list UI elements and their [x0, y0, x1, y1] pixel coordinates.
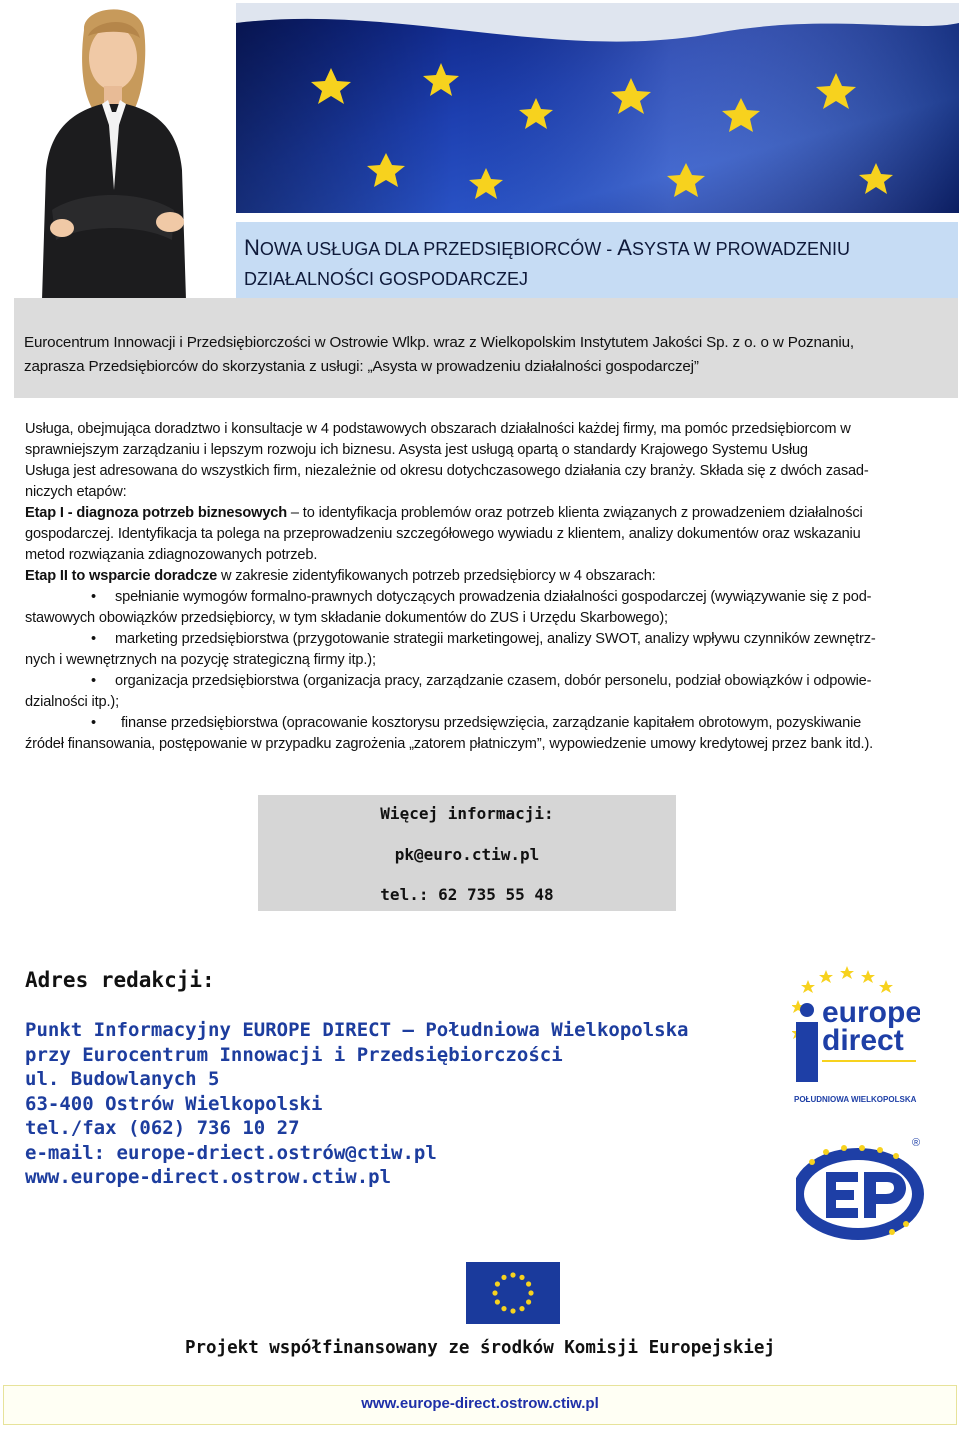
- bullet-item: [25, 713, 919, 734]
- address-block: [25, 1018, 688, 1190]
- address-heading: Adres redakcji:: [25, 968, 215, 992]
- bullet-icon: •: [91, 589, 96, 605]
- etap1-text: – to identyfikacja problemów oraz potrzeb klienta związanych z prowadzeniem działalności: [287, 505, 863, 521]
- intro-band: [14, 298, 958, 398]
- eu-flag-icon: [466, 1262, 560, 1324]
- more-info-heading: Więcej informacji:: [380, 804, 554, 823]
- bullet-icon: •: [91, 715, 96, 731]
- europe-direct-word2: direct: [822, 1024, 904, 1057]
- bullet-item: [25, 671, 919, 692]
- bullet-item: [25, 587, 919, 608]
- footer-bar: [3, 1385, 957, 1425]
- body-line: metod rozwiązania zdiagnozowanych potrzeb.: [25, 547, 318, 563]
- title-initial-a: A: [617, 235, 632, 260]
- europe-direct-logo: [792, 966, 920, 1106]
- bullet-icon: •: [91, 631, 96, 647]
- contact-phone: tel.: 62 735 55 48: [380, 885, 554, 904]
- cofinancing-note: Projekt współfinansowany ze środków Komisji Europejskiej: [184, 1338, 775, 1358]
- ep-logo: [796, 1134, 926, 1242]
- body-line: Usługa jest adresowana do wszystkich firm, niezależnie od okresu dotychczasowego działania czy branży. Składa się z dwóch zasad-: [25, 463, 869, 479]
- bullet-text: marketing przedsiębiorstwa (przygotowanie strategii marketingowej, analizy SWOT, analizy wpływu czynników zewnętrz-: [115, 631, 876, 647]
- ep-emblem-icon: [796, 1134, 926, 1242]
- europe-direct-word1: europe: [822, 996, 920, 1029]
- address-website-link[interactable]: www.europe-direct.ostrow.ctiw.pl: [25, 1166, 392, 1188]
- more-info-box: [258, 795, 676, 911]
- body-line: sprawniejszym zarządzaniu i lepszym rozwoju ich biznesu. Asysta jest usługą opartą o standardy Krajowego Systemu Usług: [25, 442, 808, 458]
- address-line: Punkt Informacyjny EUROPE DIRECT – Południowa Wielkopolska: [25, 1019, 689, 1041]
- body-line: źródeł finansowania, postępowanie w przypadku zagrożenia „zatorem płatniczym”, wypowiedzenie umowy kredytowej przez bank itd.).: [25, 736, 874, 752]
- europe-direct-emblem-icon: [792, 966, 920, 1106]
- bullet-text: spełnianie wymogów formalno-prawnych dotyczących prowadzenia działalności gospodarczej (wywiązywanie się z pod-: [115, 589, 872, 605]
- eu-flag-logo: [466, 1262, 560, 1324]
- footer-website-link[interactable]: www.europe-direct.ostrow.ctiw.pl: [361, 1395, 599, 1412]
- intro-line-2: zaprasza Przedsiębiorców do skorzystania z usługi: „Asysta w prowadzeniu działalności gospodarczej”: [24, 358, 699, 375]
- europe-direct-region: POŁUDNIOWA WIELKOPOLSKA: [794, 1095, 917, 1104]
- businesswoman-photo: [22, 0, 202, 300]
- etap1-line: [25, 503, 919, 524]
- ep-registered-mark: ®: [912, 1137, 921, 1149]
- title-line1-end: SYSTA W PROWADZENIU: [631, 239, 850, 259]
- body-line: nych i wewnętrznych na pozycję strategiczną firmy itp.);: [25, 652, 376, 668]
- address-line: 63-400 Ostrów Wielkopolski: [25, 1092, 323, 1115]
- service-description: [25, 419, 919, 755]
- bullet-item: [25, 629, 919, 650]
- intro-line-1: Eurocentrum Innowacji i Przedsiębiorczości w Ostrowie Wlkp. wraz z Wielkopolskim Instytutem Jakości Sp. z o. o w Poznaniu,: [24, 334, 854, 351]
- body-line: stawowych obowiązków przedsiębiorcy, w tym składanie dokumentów do ZUS i Urzędu Skarbowego);: [25, 610, 668, 626]
- address-line: tel./fax (062) 736 10 27: [25, 1117, 300, 1139]
- bullet-text: organizacja przedsiębiorstwa (organizacja pracy, zarządzanie czasem, dobór personelu, podział obowiązków i odpowie-: [115, 673, 872, 689]
- bullet-icon: •: [91, 673, 96, 689]
- body-line: gospodarczej. Identyfikacja ta polega na przeprowadzeniu szczegółowego wywiadu z klientem, analizy dokumentów oraz wskazaniu: [25, 526, 861, 542]
- contact-email-link[interactable]: pk@euro.ctiw.pl: [394, 845, 540, 864]
- title-initial-n: N: [244, 235, 260, 260]
- address-email-link[interactable]: e-mail: europe-driect.ostrów@ctiw.pl: [25, 1141, 437, 1164]
- body-line: Usługa, obejmująca doradztwo i konsultacje w 4 podstawowych obszarach działalności każdej firmy, ma pomóc przedsiębiorcom w: [25, 421, 851, 437]
- bullet-text: finanse przedsiębiorstwa (opracowanie kosztorysu przedsięwzięcia, zarządzanie kapitałem obrotowym, pozyskiwanie: [121, 715, 862, 731]
- address-line: przy Eurocentrum Innowacji i Przedsiębiorczości: [25, 1043, 563, 1066]
- body-line: dzialności itp.);: [25, 694, 119, 710]
- etap2-line: [25, 566, 919, 587]
- etap2-label: Etap II to wsparcie doradcze: [25, 568, 218, 584]
- etap2-text: w zakresie zidentyfikowanych potrzeb przedsiębiorcy w 4 obszarach:: [217, 568, 656, 584]
- title-line1-text: OWA USŁUGA DLA PRZEDSIĘBIORCÓW -: [259, 239, 618, 259]
- body-line: niczych etapów:: [25, 484, 127, 500]
- eu-flag-photo: [236, 3, 959, 213]
- service-title-line2: DZIAŁALNOŚCI GOSPODARCZEJ: [244, 269, 529, 289]
- service-title-box: [236, 222, 958, 298]
- etap1-label: Etap I - diagnoza potrzeb biznesowych: [25, 505, 288, 521]
- address-line: ul. Budowlanych 5: [25, 1068, 220, 1090]
- service-title-line1: [244, 235, 850, 261]
